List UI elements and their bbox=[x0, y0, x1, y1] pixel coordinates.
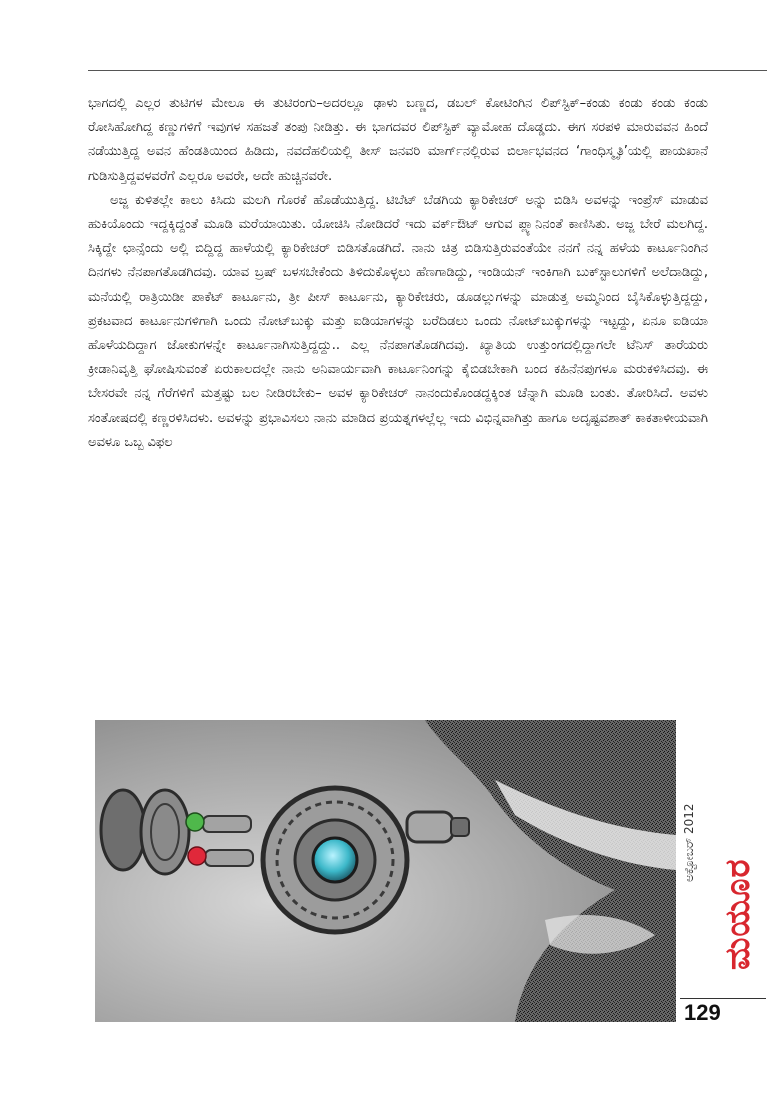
page-number-rule bbox=[680, 998, 766, 999]
magazine-masthead bbox=[680, 760, 760, 990]
bracelet-photo bbox=[95, 720, 676, 1022]
top-rule bbox=[88, 70, 767, 71]
article-paragraph-2: ಅಜ್ಜ ಕುಳಿತಲ್ಲೇ ಕಾಲು ಕಿಸಿದು ಮಲಗಿ ಗೊರಕೆ ಹೊಡೆಯುತ್ತಿದ್ದ. ಟಿಬೆಟ್ ಬೆಡಗಿಯ ಕ್ಯಾರಿಕೇಚರ್ ಅನ್ನು ಬಿಡಿಸಿ ಅವಳನ್ನು ಇಂಪ್ರೆಸ್ ಮಾಡುವ ಹುಕಿಯೊಂದು ಇದ್ದಕ್ಕಿದ್ದಂತೆ ಮೂಡಿ ಮರೆಯಾಯಿತು. ಯೋಚಿಸಿ ನೋಡಿದರೆ ಇದು ವರ್ಕ್‌ಔಟ್ ಆಗುವ ಪ್ಲ್ಯಾನಿನಂತೆ ಕಾಣಿಸಿತು. ಅಜ್ಜ ಬೇರೆ ಮಲಗಿದ್ದ. ಸಿಕ್ಕಿದ್ದೇ ಛಾನ್ಸೆಂದು ಅಲ್ಲಿ ಬಿದ್ದಿದ್ದ ಹಾಳೆಯಲ್ಲಿ ಕ್ಯಾರಿಕೇಚರ್ ಬಿಡಿಸತೊಡಗಿದೆ. ನಾನು ಚಿತ್ರ ಬಿಡಿಸುತ್ತಿರುವಂತೆಯೇ ನನಗೆ ನನ್ನ ಹಳೆಯ ಕಾರ್ಟೂನಿಂಗಿನ ದಿನಗಳು ನೆನಪಾಗತೊಡಗಿದವು. ಯಾವ ಬ್ರಷ್ ಬಳಸಬೇಕೆಂದು ತಿಳಿದುಕೊಳ್ಳಲು ಹೆಣಗಾಡಿದ್ದು, ಇಂಡಿಯನ್ ಇಂಕಿಗಾಗಿ ಬುಕ್‌ಸ್ಟಾಲುಗಳಿಗೆ ಅಲೆದಾಡಿದ್ದು, ಮನೆಯಲ್ಲಿ ರಾತ್ರಿಯಿಡೀ ಪಾಕೆಟ್ ಕಾರ್ಟೂನು, ತ್ರೀ ಪೀಸ್ ಕಾರ್ಟೂನು, ಕ್ಯಾರಿಕೇಚರು, ಡೂಡಲ್ಲುಗಳನ್ನು ಮಾಡುತ್ತ ಅಮ್ಮನಿಂದ ಬೈಸಿಕೊಳ್ಳುತ್ತಿದ್ದದ್ದು, ಪ್ರಕಟವಾದ ಕಾರ್ಟೂನುಗಳಿಗಾಗಿ ಒಂದು ನೋಟ್‌ಬುಕ್ಕು ಮತ್ತು ಐಡಿಯಾಗಳನ್ನು ಬರೆದಿಡಲು ಒಂದು ನೋಟ್‌ಬುಕ್ಕುಗಳನ್ನು ಇಟ್ಟದ್ದು, ಏನೂ ಐಡಿಯಾ ಹೊಳೆಯದಿದ್ದಾಗ ಜೋಕುಗಳನ್ನೇ ಕಾರ್ಟೂನಾಗಿಸುತ್ತಿದ್ದದ್ದು.. ಎಲ್ಲ ನೆನಪಾಗತೊಡಗಿದವು. ಖ್ಯಾತಿಯ ಉತ್ತುಂಗದಲ್ಲಿದ್ದಾಗಲೇ ಟೆನಿಸ್ ತಾರೆಯರು ಕ್ರೀಡಾನಿವೃತ್ತಿ ಘೋಷಿಸುವಂತೆ ಏರುಕಾಲದಲ್ಲೇ ನಾನು ಅನಿವಾರ್ಯವಾಗಿ ಕಾರ್ಟೂನಿಂಗನ್ನು ಕೈಬಿಡಬೇಕಾಗಿ ಬಂದ ಕಹಿನೆನಪುಗಳೂ ಮರುಕಳಿಸಿದವು. ಈ ಬೇಸರವೇ ನನ್ನ ಗೆರೆಗಳಿಗೆ ಮತ್ತಷ್ಟು ಬಲ ನೀಡಿರಬೇಕು– ಅವಳ ಕ್ಯಾರಿಕೇಚರ್ ನಾನಂದುಕೊಂಡದ್ದಕ್ಕಿಂತ ಚೆನ್ನಾಗಿ ಮೂಡಿ ಬಂತು. ತೋರಿಸಿದೆ. ಅವಳು ಸಂತೋಷದಲ್ಲಿ ಕಣ್ಣರಳಿಸಿದಳು. ಅವಳನ್ನು ಪ್ರಭಾವಿಸಲು ನಾನು ಮಾಡಿದ ಪ್ರಯತ್ನಗಳಲ್ಲೆಲ್ಲ ಇದು ವಿಭಿನ್ನವಾಗಿತ್ತು ಹಾಗೂ ಅದೃಷ್ಟವಶಾತ್ ಕಾಕತಾಳೀಯವಾಗಿ ಅವಳೂ ಒಬ್ಬ ವಿಫಲ bbox=[88, 192, 708, 450]
article-paragraph-1: ಭಾಗದಲ್ಲಿ ಎಲ್ಲರ ತುಟಿಗಳ ಮೇಲೂ ಈ ತುಟಿರಂಗು–ಅದರಲ್ಲೂ ಢಾಳು ಬಣ್ಣದ, ಡಬಲ್ ಕೋಟಿಂಗಿನ ಲಿಪ್‌ಸ್ಟಿಕ್–ಕಂಡು ಕಂಡು ಕಂಡು ಕಂಡು ರೋಸಿಹೋಗಿದ್ದ ಕಣ್ಣುಗಳಿಗೆ ಇವುಗಳ ಸಹಜತೆ ತಂಪು ನೀಡಿತ್ತು. ಈ ಭಾಗದವರ ಲಿಪ್‌ಸ್ಟಿಕ್ ವ್ಯಾಮೋಹ ದೊಡ್ಡದು. ಈಗ ಸರಪಳಿ ಮಾರುವವನ ಹಿಂದೆ ನಡೆಯುತ್ತಿದ್ದ ಅವನ ಹೆಂಡತಿಯಿಂದ ಹಿಡಿದು, ನವದೆಹಲಿಯಲ್ಲಿ ತೀಸ್ ಜನವರಿ ಮಾರ್ಗ್‌ನಲ್ಲಿರುವ ಬಿರ್ಲಾಭವನದ ‘ಗಾಂಧಿಸ್ಮೃತಿ’ಯಲ್ಲಿ ಪಾಯಖಾನೆ ಗುಡಿಸುತ್ತಿದ್ದವಳವರೆಗೆ ಎಲ್ಲರೂ ಅವರೇ, ಅದೇ ಹುಚ್ಚಿನವರೇ. bbox=[88, 96, 708, 184]
magazine-logo: ಮಯೂರ bbox=[718, 858, 758, 970]
article-body bbox=[88, 92, 708, 455]
page-number: 129 bbox=[684, 1000, 721, 1025]
issue-date: ಅಕ್ಟೋಬರ್ 2012 bbox=[682, 803, 696, 882]
